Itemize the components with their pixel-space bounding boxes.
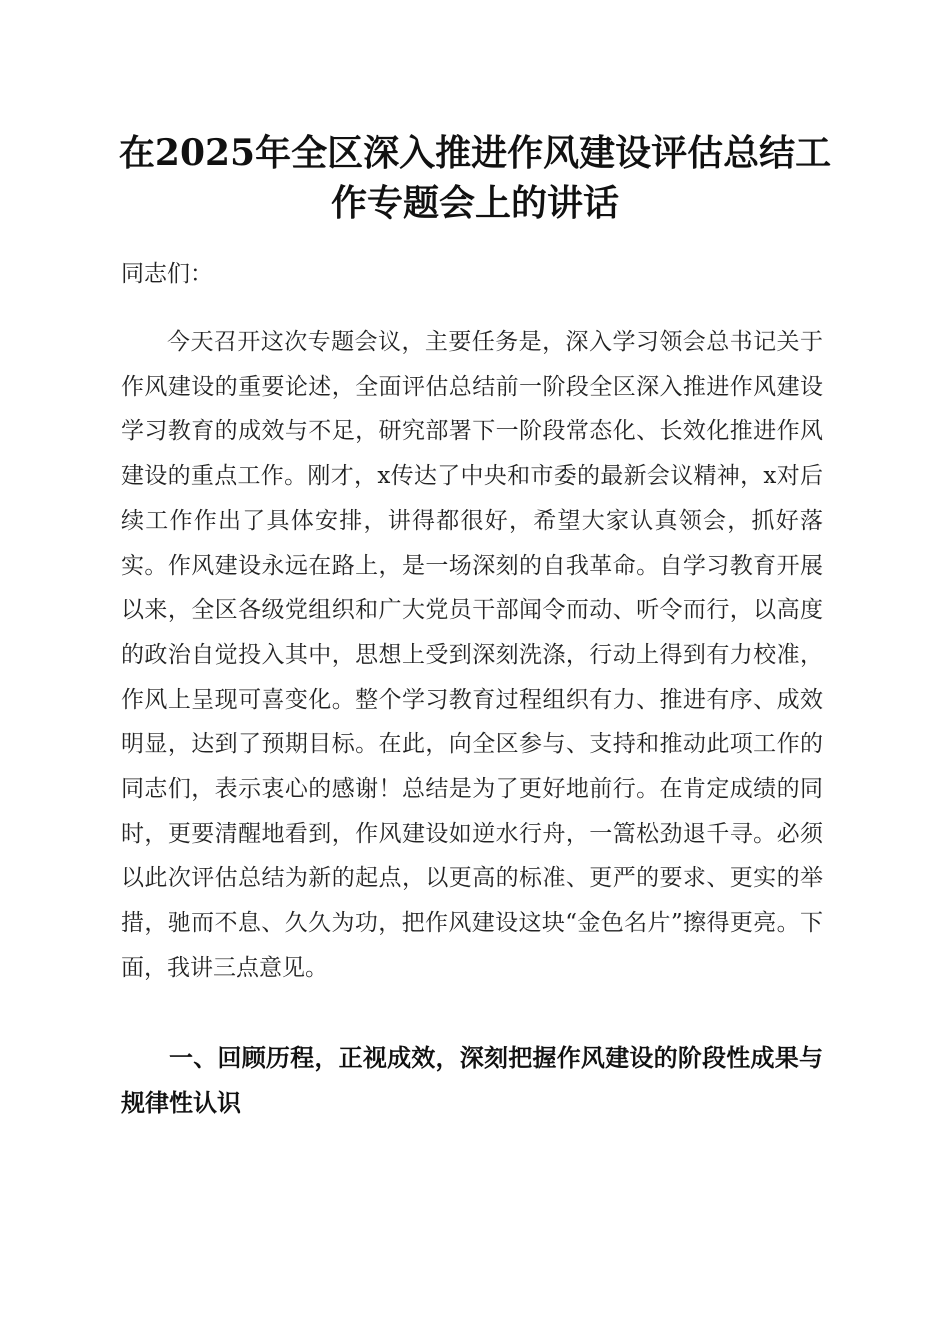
section-heading-1: 一、回顾历程，正视成效，深刻把握作风建设的阶段性成果与规律性认识 [121, 1044, 823, 1117]
body-paragraph: 今天召开这次专题会议，主要任务是，深入学习领会总书记关于作风建设的重要论述，全面评估总结前一阶段全区深入推进作风建设学习教育的成效与不足，研究部署下一阶段常态化、长效化推进作风建设的重点工作。刚才，x传达了中央和市委的最新会议精神，x对后续工作作出了具体安排，讲得都很好，希望大家认真领会，抓好落实。作风建设永远在路上，是一场深刻的自我革命。自学习教育开展以来，全区各级党组织和广大党员干部闻令而动、听令而行，以高度的政治自觉投入其中，思想上受到深刻洗涤，行动上得到有力校准，作风上呈现可喜变化。整个学习教育过程组织有力、推进有序、成效明显，达到了预期目标。在此，向全区参与、支持和推动此项工作的同志们，表示衷心的感谢！总结是为了更好地前行。在肯定成绩的同时，更要清醒地看到，作风建设如逆水行舟，一篙松劲退千寻。必须以此次评估总结为新的起点，以更高的标准、更严的要求、更实的举措，驰而不息、久久为功，把作风建设这块“金色名片”擦得更亮。下面，我讲三点意见。 [121, 329, 823, 981]
salutation: 同志们： [121, 261, 213, 287]
document-title: 在2025年全区深入推进作风建设评估总结工作专题会上的讲话 [118, 132, 832, 224]
